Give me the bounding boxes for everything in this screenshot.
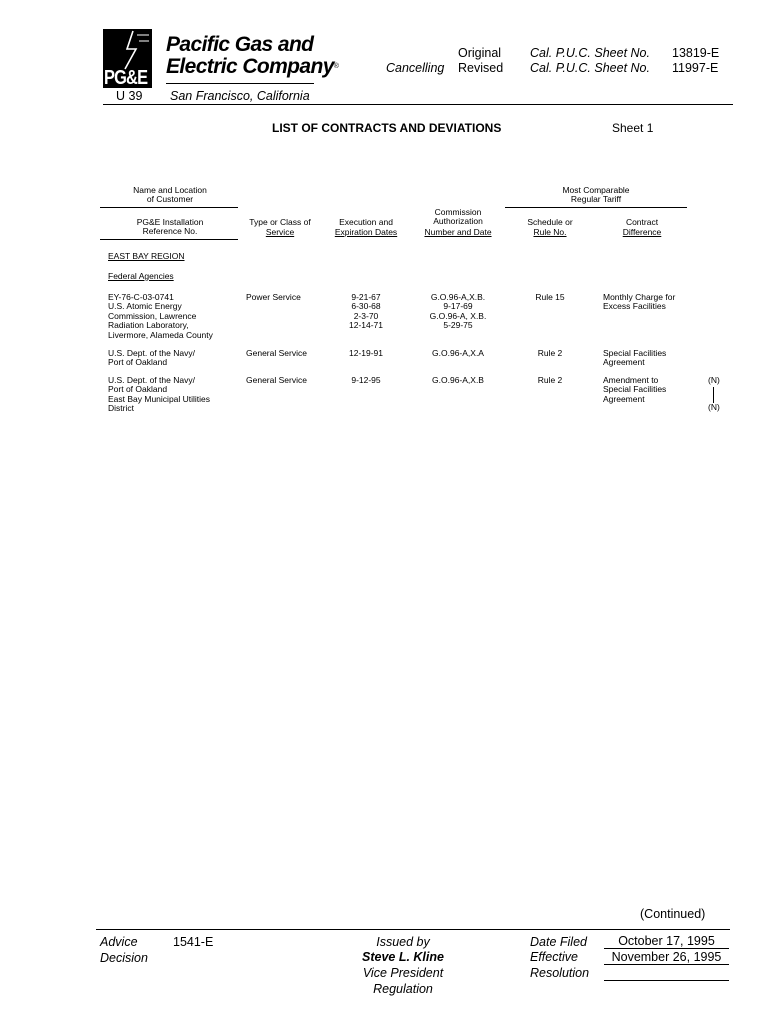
issued-by-label: Issued by <box>376 935 430 949</box>
row-2-dates: 12-19-91 <box>348 348 384 358</box>
revised-label: Revised <box>458 61 504 75</box>
cal-puc-label-1: Cal. P.U.C. Sheet No. <box>530 46 650 60</box>
col-header-most-comparable: Most Comparable Regular Tariff <box>562 185 630 205</box>
revision-mark-bar <box>713 387 714 403</box>
header-rule-installation <box>100 239 238 240</box>
col-header-schedule: Schedule or <box>527 217 573 227</box>
form-code: U 39 <box>116 89 143 103</box>
row-1-authorization: G.O.96-A,X.B. 9-17-69 G.O.96-A, X.B. 5-29-75 <box>429 292 487 331</box>
advice-label: Advice <box>100 935 138 949</box>
revision-mark-end: (N) <box>708 402 720 412</box>
effective-label: Effective <box>530 950 578 964</box>
col-header-number-date: Number and Date <box>424 227 492 237</box>
company-location: San Francisco, California <box>170 89 310 103</box>
col-header-difference: Difference <box>622 227 662 237</box>
row-2-schedule: Rule 2 <box>537 348 563 358</box>
company-name <box>166 34 338 78</box>
company-name-line2: Electric Company <box>166 55 334 78</box>
row-3-authorization: G.O.96-A,X.B <box>432 375 484 385</box>
row-3-schedule: Rule 2 <box>537 375 563 385</box>
issuer-department: Regulation <box>373 982 433 996</box>
col-header-expiration: Expiration Dates <box>334 227 398 237</box>
letterhead-rule <box>103 104 733 105</box>
row-1-schedule: Rule 15 <box>535 292 565 302</box>
resolution-label: Resolution <box>530 966 590 980</box>
row-1-customer: EY-76-C-03-0741 U.S. Atomic Energy Commission, Lawrence Radiation Laboratory, Livermore, Alameda County <box>108 292 213 340</box>
row-3-customer: U.S. Dept. of the Navy/ Port of Oakland East Bay Municipal Utilities District <box>108 375 211 414</box>
col-header-execution: Execution and <box>339 217 393 227</box>
row-2-customer: U.S. Dept. of the Navy/ Port of Oakland <box>108 348 195 368</box>
revision-mark-start: (N) <box>708 375 720 385</box>
company-underline <box>166 83 314 84</box>
issuer-name: Steve L. Kline <box>362 950 444 964</box>
sheet-no-revised: 11997-E <box>672 61 719 75</box>
row-1-difference: Monthly Charge for Excess Facilities <box>603 292 676 312</box>
effective-value: November 26, 1995 <box>604 950 729 965</box>
date-filed-label: Date Filed <box>530 935 587 949</box>
decision-label: Decision <box>100 951 148 965</box>
col-header-commission: Commission Authorization <box>433 207 483 227</box>
section-heading: Federal Agencies <box>108 271 174 281</box>
footer-rule <box>96 929 730 930</box>
logo-text: PG&E <box>104 67 148 88</box>
header-rule-tariff <box>505 207 687 208</box>
registered-mark: ® <box>333 63 339 70</box>
row-3-service: General Service <box>246 375 307 385</box>
continued-note: (Continued) <box>640 907 706 921</box>
col-header-installation-ref: PG&E Installation Reference No. <box>136 217 204 237</box>
cal-puc-label-2: Cal. P.U.C. Sheet No. <box>530 61 650 75</box>
document-title: LIST OF CONTRACTS AND DEVIATIONS <box>272 121 502 135</box>
date-filed-value: October 17, 1995 <box>604 934 729 949</box>
advice-number: 1541-E <box>173 935 214 949</box>
company-name-line1: Pacific Gas and <box>166 33 314 56</box>
row-3-dates: 9-12-95 <box>351 375 381 385</box>
col-header-contract: Contract <box>625 217 659 227</box>
row-2-service: General Service <box>246 348 307 358</box>
header-rule-name <box>100 207 238 208</box>
row-2-difference: Special Facilities Agreement <box>603 348 667 368</box>
col-header-name-location: Name and Location of Customer <box>133 185 207 205</box>
cancelling-label: Cancelling <box>386 61 445 75</box>
row-1-service: Power Service <box>246 292 301 302</box>
pge-logo <box>103 29 152 88</box>
col-header-rule-no: Rule No. <box>533 227 567 237</box>
col-header-type-class: Type or Class of <box>249 217 311 227</box>
region-heading: EAST BAY REGION <box>108 251 185 261</box>
row-3-difference: Amendment to Special Facilities Agreement <box>603 375 667 404</box>
original-label: Original <box>458 46 502 60</box>
sheet-number: Sheet 1 <box>612 121 654 135</box>
col-header-service: Service <box>265 227 295 237</box>
row-1-dates: 9-21-67 6-30-68 2-3-70 12-14-71 <box>348 292 384 331</box>
row-2-authorization: G.O.96-A,X.A <box>432 348 484 358</box>
resolution-value <box>604 966 729 981</box>
sheet-no-original: 13819-E <box>672 46 720 60</box>
issuer-title: Vice President <box>362 966 444 980</box>
